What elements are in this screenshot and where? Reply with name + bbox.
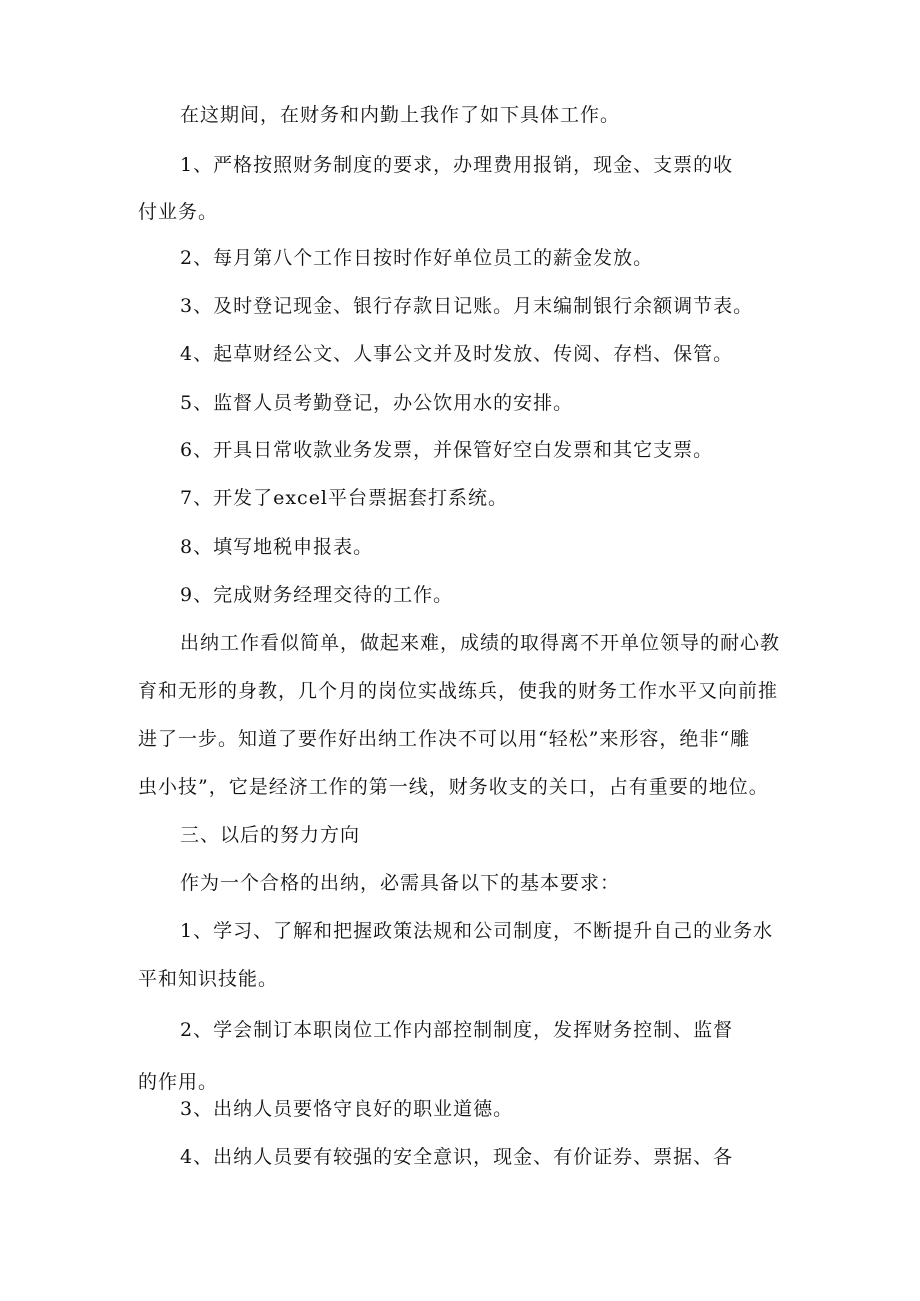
text-line: 虫小技”，它是经济工作的第一线，财务收支的关口，占有重要的地位。 bbox=[138, 776, 769, 798]
text-line: 3、及时登记现金、银行存款日记账。月末编制银行余额调节表。 bbox=[180, 295, 754, 317]
text-line: 在这期间，在财务和内勤上我作了如下具体工作。 bbox=[180, 104, 621, 126]
text-line: 3、出纳人员要恪守良好的职业道德。 bbox=[180, 1098, 514, 1120]
text-line: 9、完成财务经理交待的工作。 bbox=[180, 584, 454, 606]
text-line: 进了一步。知道了要作好出纳工作决不可以用“轻松”来形容，绝非“雕 bbox=[138, 728, 751, 750]
text-line: 平和知识技能。 bbox=[138, 968, 279, 990]
text-line: 7、开发了excel平台票据套打系统。 bbox=[180, 487, 509, 509]
text-line: 5、监督人员考勤登记，办公饮用水的安排。 bbox=[180, 392, 574, 414]
text-line: 付业务。 bbox=[138, 201, 219, 223]
text-line: 2、每月第八个工作日按时作好单位员工的薪金发放。 bbox=[180, 247, 654, 269]
text-line: 6、开具日常收款业务发票，并保管好空白发票和其它支票。 bbox=[180, 439, 714, 461]
text-line: 4、起草财经公文、人事公文并及时发放、传阅、存档、保管。 bbox=[180, 343, 734, 365]
section-heading: 三、以后的努力方向 bbox=[180, 824, 361, 846]
text-line: 1、学习、了解和把握政策法规和公司制度，不断提升自己的业务水 bbox=[180, 920, 774, 942]
text-line: 出纳工作看似简单，做起来难，成绩的取得离不开单位领导的耐心教 bbox=[180, 632, 781, 654]
text-line: 2、学会制订本职岗位工作内部控制制度，发挥财务控制、监督 bbox=[180, 1019, 734, 1041]
text-line: 作为一个合格的出纳，必需具备以下的基本要求： bbox=[180, 872, 621, 894]
text-line: 4、出纳人员要有较强的安全意识，现金、有价证券、票据、各 bbox=[180, 1146, 734, 1168]
text-line: 1、严格按照财务制度的要求，办理费用报销，现金、支票的收 bbox=[180, 154, 734, 176]
text-line: 8、填写地税申报表。 bbox=[180, 536, 374, 558]
text-line: 的作用。 bbox=[138, 1071, 219, 1093]
text-line: 育和无形的身教，几个月的岗位实战练兵，使我的财务工作水平又向前推 bbox=[138, 680, 779, 702]
